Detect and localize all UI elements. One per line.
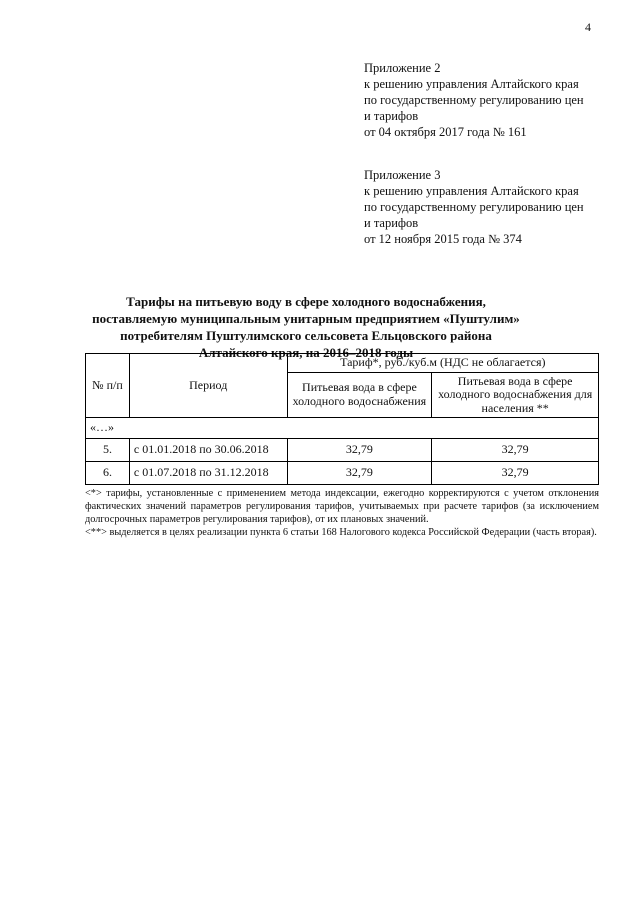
column-header-tariff-1: Питьевая вода в сфере холодного водоснабжения [287, 372, 432, 418]
appendix-2-header [364, 60, 584, 140]
appendix-line: и тарифов [364, 109, 419, 123]
table-row [86, 462, 599, 485]
appendix-line: по государственному регулированию цен [364, 93, 584, 107]
row-tariff-1: 32,79 [287, 439, 432, 462]
appendix-line: к решению управления Алтайского края [364, 77, 579, 91]
tariff-table [85, 353, 599, 485]
appendix-line: от 04 октября 2017 года № 161 [364, 125, 527, 139]
appendix-line: от 12 ноября 2015 года № 374 [364, 232, 522, 246]
footnotes [85, 487, 599, 539]
row-num: 5. [86, 439, 130, 462]
table-continuation-row [86, 418, 599, 439]
page-number: 4 [585, 20, 591, 34]
appendix-line: и тарифов [364, 216, 419, 230]
footnote: <*> тарифы, установленные с применением метода индексации, ежегодно корректируются с учетом отклонения фактических значений параметров регулирования тарифов, учитываемых при расчете тарифов (за исключением долгосрочных параметров регулирования тарифов), от их плановых значений. [85, 488, 599, 525]
column-header-period: Период [129, 354, 287, 418]
table-header-row [86, 354, 599, 373]
appendix-3-header [364, 167, 584, 247]
appendix-line: по государственному регулированию цен [364, 200, 584, 214]
row-period: с 01.01.2018 по 30.06.2018 [129, 439, 287, 462]
footnote: <**> выделяется в целях реализации пункта 6 статьи 168 Налогового кодекса Российской Федерации (часть вторая). [85, 527, 597, 538]
row-period: с 01.07.2018 по 31.12.2018 [129, 462, 287, 485]
column-header-tariff-2: Питьевая вода в сфере холодного водоснабжения для населения ** [432, 372, 599, 418]
appendix-line: Приложение 3 [364, 168, 441, 182]
row-tariff-2: 32,79 [432, 439, 599, 462]
document-title: Тарифы на питьевую воду в сфере холодного водоснабжения, поставляемую муниципальным унитарным предприятием «Пуштулим» потребителям Пуштулимского сельсовета Ельцовского района Алтайского края, на 2016–2018 годы [92, 294, 520, 360]
continuation-mark: «…» [86, 418, 599, 439]
row-num: 6. [86, 462, 130, 485]
appendix-line: Приложение 2 [364, 61, 441, 75]
table-row [86, 439, 599, 462]
appendix-line: к решению управления Алтайского края [364, 184, 579, 198]
row-tariff-1: 32,79 [287, 462, 432, 485]
column-header-tariff-group: Тариф*, руб./куб.м (НДС не облагается) [287, 354, 598, 373]
column-header-num: № п/п [86, 354, 130, 418]
row-tariff-2: 32,79 [432, 462, 599, 485]
